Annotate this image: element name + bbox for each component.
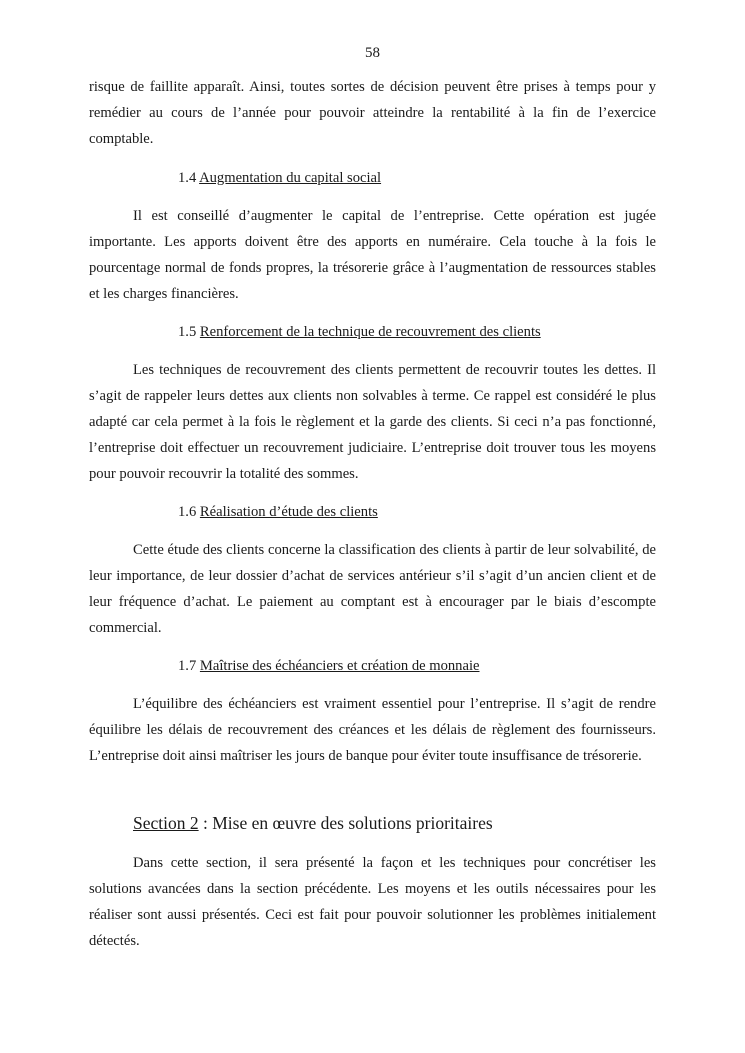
- heading-1-6: [178, 502, 378, 522]
- paragraph-1-5: Les techniques de recouvrement des clients permettent de recouvrir toutes les dettes. Il s’agit de rappeler leurs dettes aux clients non solvables à terme. Ce rappel est considéré le plus adapté car cela permet à la fois le règlement et la garde des clients. Si ceci n’a pas fonctionné, l’entreprise doit effectuer un recouvrement judiciaire. L’entreprise doit trouver tous les moyens pour pouvoir recouvrir la totalité des sommes.: [89, 362, 656, 482]
- heading-1-4: [178, 168, 381, 188]
- heading-1-6-number: 1.6: [178, 504, 197, 520]
- paragraph-1-6: Cette étude des clients concerne la classification des clients à partir de leur solvabilité, de leur importance, de leur dossier d’achat de services antérieur s’il s’agit d’un ancien client et de leur fréquence d’achat. Le paiement au comptant est à encourager par le biais d’escompte commercial.: [89, 542, 656, 636]
- heading-1-7-number: 1.7: [178, 658, 197, 674]
- section-2-label: Section 2: [133, 813, 199, 833]
- heading-1-7-title: Maîtrise des échéanciers et création de monnaie: [199, 658, 480, 674]
- heading-1-7: [178, 656, 480, 676]
- paragraph-intro: risque de faillite apparaît. Ainsi, toutes sortes de décision peuvent être prises à temps pour y remédier au cours de l’année pour pouvoir atteindre la rentabilité à la fin de l’exercice comptable.: [89, 79, 656, 147]
- heading-1-5-number: 1.5: [178, 324, 197, 340]
- heading-1-5: [178, 322, 541, 342]
- heading-1-6-title: Réalisation d’étude des clients: [199, 504, 378, 520]
- paragraph-1-4: Il est conseillé d’augmenter le capital de l’entreprise. Cette opération est jugée importante. Les apports doivent être des apports en numéraire. Cela touche à la fois le pourcentage normal de fonds propres, la trésorerie grâce à l’augmentation de ressources stables et les charges financières.: [89, 208, 656, 302]
- page-number: 58: [365, 45, 380, 61]
- heading-1-4-title: Augmentation du capital social: [199, 170, 382, 186]
- heading-1-5-title: Renforcement de la technique de recouvrement des clients: [199, 324, 541, 340]
- heading-1-4-number: 1.4: [178, 170, 197, 186]
- section-2-heading: [133, 812, 493, 834]
- section-2-title: : Mise en œuvre des solutions prioritaires: [198, 813, 493, 833]
- paragraph-1-7: L’équilibre des échéanciers est vraiment essentiel pour l’entreprise. Il s’agit de rendre équilibre les délais de recouvrement des créances et les délais de règlement des fournisseurs. L’entreprise doit ainsi maîtriser les jours de banque pour éviter toute insuffisance de trésorerie.: [89, 696, 656, 764]
- paragraph-section-2: Dans cette section, il sera présenté la façon et les techniques pour concrétiser les solutions avancées dans la section précédente. Les moyens et les outils nécessaires pour les réaliser sont aussi présentés. Ceci est fait pour pouvoir solutionner les problèmes initialement détectés.: [89, 855, 656, 949]
